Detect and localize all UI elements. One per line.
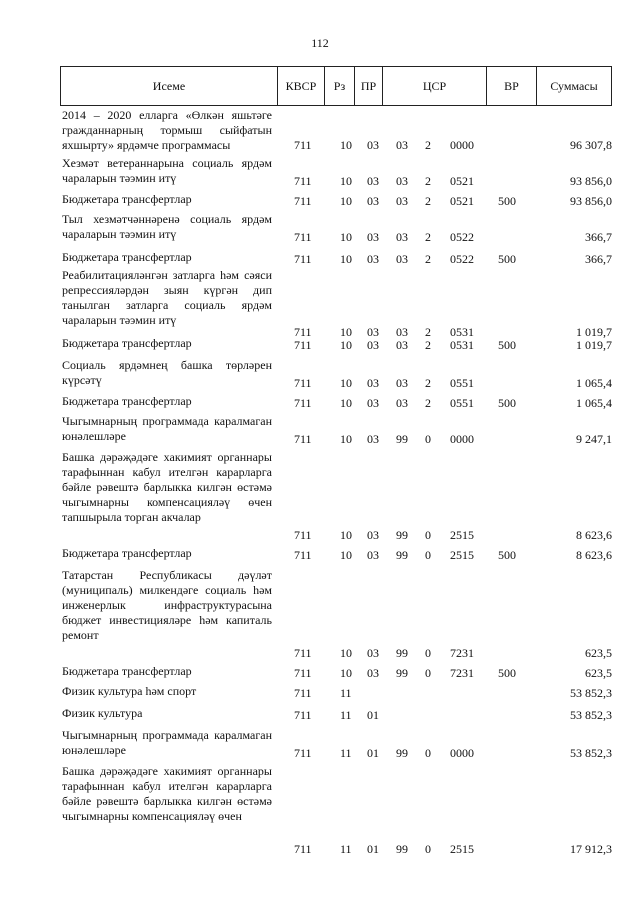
cell-c1: 99 <box>396 528 408 542</box>
cell-kvsr: 711 <box>294 138 312 152</box>
cell-sum: 93 856,0 <box>570 194 612 208</box>
cell-kvsr: 711 <box>294 376 312 390</box>
cell-pr: 03 <box>367 252 379 266</box>
table-row <box>62 546 612 563</box>
cell-sum: 1 019,7 <box>576 325 612 339</box>
cell-kvsr: 711 <box>294 325 312 339</box>
row-name: Физик культура һәм спорт <box>62 684 197 698</box>
cell-kvsr: 711 <box>294 230 312 244</box>
cell-rz: 10 <box>340 646 352 660</box>
cell-vr: 500 <box>498 252 516 266</box>
cell-kvsr: 711 <box>294 338 312 352</box>
cell-kvsr: 711 <box>294 686 312 700</box>
table-row <box>62 212 612 245</box>
cell-kvsr: 711 <box>294 708 312 722</box>
table-row <box>62 336 612 353</box>
cell-kvsr: 711 <box>294 252 312 266</box>
cell-sum: 17 912,3 <box>570 842 612 856</box>
header-vr: ВР <box>487 67 537 105</box>
cell-c3: 7231 <box>450 666 474 680</box>
cell-pr: 03 <box>367 338 379 352</box>
cell-c3: 0000 <box>450 746 474 760</box>
row-name: Чыгымнарның программада каралмаган юнәлешләре <box>62 414 272 443</box>
cell-vr: 500 <box>498 548 516 562</box>
cell-vr: 500 <box>498 396 516 410</box>
cell-rz: 10 <box>340 138 352 152</box>
cell-c2: 2 <box>425 396 431 410</box>
row-name: Чыгымнарның программада каралмаган юнәлешләре <box>62 728 272 757</box>
cell-c3: 0531 <box>450 338 474 352</box>
cell-c3: 0000 <box>450 138 474 152</box>
cell-kvsr: 711 <box>294 666 312 680</box>
row-name: Бюджетара трансфертлар <box>62 336 192 350</box>
cell-pr: 03 <box>367 646 379 660</box>
cell-c1: 03 <box>396 138 408 152</box>
cell-c1: 03 <box>396 230 408 244</box>
row-name: Бюджетара трансфертлар <box>62 394 192 408</box>
cell-c3: 2515 <box>450 842 474 856</box>
cell-c1: 03 <box>396 376 408 390</box>
cell-sum: 1 065,4 <box>576 376 612 390</box>
row-name: Башка дәрәҗәдәге хакимият органнары тарафыннан кабул ителгән карарларга бәйле рәвештә барлыкка килгән өстәмә чыгымнарны компенсацияләү өчен тапшырыла торган акчалар <box>62 450 272 524</box>
cell-c1: 03 <box>396 174 408 188</box>
cell-c1: 99 <box>396 746 408 760</box>
cell-rz: 10 <box>340 376 352 390</box>
cell-sum: 8 623,6 <box>576 528 612 542</box>
cell-sum: 366,7 <box>585 252 612 266</box>
cell-c1: 03 <box>396 325 408 339</box>
cell-kvsr: 711 <box>294 528 312 542</box>
cell-pr: 03 <box>367 376 379 390</box>
cell-vr: 500 <box>498 338 516 352</box>
row-name: Тыл хезмәтчәннәренә социаль ярдәм чараларын тәэмин итү <box>62 212 272 241</box>
cell-c1: 03 <box>396 338 408 352</box>
cell-pr: 03 <box>367 174 379 188</box>
table-row <box>62 394 612 411</box>
cell-vr: 500 <box>498 666 516 680</box>
cell-kvsr: 711 <box>294 746 312 760</box>
cell-rz: 11 <box>340 746 352 760</box>
cell-c2: 0 <box>425 528 431 542</box>
table-row <box>62 706 612 723</box>
cell-c1: 99 <box>396 548 408 562</box>
cell-rz: 11 <box>340 686 352 700</box>
table-row <box>62 108 612 153</box>
cell-rz: 11 <box>340 842 352 856</box>
cell-pr: 03 <box>367 138 379 152</box>
cell-kvsr: 711 <box>294 842 312 856</box>
cell-pr: 03 <box>367 548 379 562</box>
row-name: Реабилитацияләнгән затларга һәм сәяси репрессияләрдән зыян күргән дип танылган затларга социаль ярдәм чараларын тәэмин итү <box>62 268 272 327</box>
cell-rz: 10 <box>340 396 352 410</box>
table-row <box>62 450 612 543</box>
table-row <box>62 764 612 857</box>
cell-c3: 0551 <box>450 376 474 390</box>
cell-c1: 99 <box>396 432 408 446</box>
cell-c2: 2 <box>425 252 431 266</box>
cell-sum: 53 852,3 <box>570 746 612 760</box>
cell-pr: 03 <box>367 396 379 410</box>
table-row <box>62 568 612 661</box>
cell-kvsr: 711 <box>294 174 312 188</box>
row-name: 2014 – 2020 елларга «Өлкән яшьтәге гражданнарның тормыш сыйфатын яхшырту» ярдәмче программасы <box>62 108 272 152</box>
cell-c3: 2515 <box>450 528 474 542</box>
cell-rz: 10 <box>340 230 352 244</box>
cell-kvsr: 711 <box>294 396 312 410</box>
cell-rz: 11 <box>340 708 352 722</box>
cell-c2: 2 <box>425 230 431 244</box>
cell-sum: 623,5 <box>585 646 612 660</box>
table-row <box>62 414 612 447</box>
cell-sum: 366,7 <box>585 230 612 244</box>
row-name: Бюджетара трансфертлар <box>62 250 192 264</box>
cell-c2: 0 <box>425 746 431 760</box>
cell-c2: 0 <box>425 432 431 446</box>
cell-sum: 623,5 <box>585 666 612 680</box>
table-row <box>62 250 612 267</box>
header-pr: ПР <box>355 67 383 105</box>
cell-c1: 99 <box>396 666 408 680</box>
cell-rz: 10 <box>340 432 352 446</box>
cell-pr: 01 <box>367 746 379 760</box>
cell-c1: 99 <box>396 842 408 856</box>
table-row <box>62 268 612 340</box>
cell-sum: 1 019,7 <box>576 338 612 352</box>
cell-c3: 0522 <box>450 230 474 244</box>
header-rz: Рз <box>325 67 355 105</box>
row-name: Бюджетара трансфертлар <box>62 192 192 206</box>
cell-pr: 01 <box>367 842 379 856</box>
cell-c3: 0531 <box>450 325 474 339</box>
cell-rz: 10 <box>340 528 352 542</box>
cell-sum: 9 247,1 <box>576 432 612 446</box>
page-number: 112 <box>311 36 329 50</box>
cell-c3: 0521 <box>450 174 474 188</box>
row-name: Хезмәт ветераннарына социаль ярдәм чараларын тәэмин итү <box>62 156 272 185</box>
cell-c1: 03 <box>396 252 408 266</box>
row-name: Татарстан Республикасы дәүләт (муниципаль) милкендәге социаль һәм инженерлык инфраструктурасына бюджет инвестицияләре һәм капиталь ремонт <box>62 568 272 642</box>
cell-pr: 03 <box>367 432 379 446</box>
cell-sum: 53 852,3 <box>570 686 612 700</box>
cell-c2: 0 <box>425 666 431 680</box>
cell-rz: 10 <box>340 325 352 339</box>
row-name: Физик культура <box>62 706 143 720</box>
cell-c2: 2 <box>425 138 431 152</box>
cell-pr: 03 <box>367 230 379 244</box>
cell-sum: 96 307,8 <box>570 138 612 152</box>
cell-c2: 0 <box>425 842 431 856</box>
header-name: Исеме <box>61 67 278 105</box>
row-name: Социаль ярдәмнең башка төрләрен күрсәтү <box>62 358 272 387</box>
cell-c2: 2 <box>425 325 431 339</box>
cell-c2: 2 <box>425 194 431 208</box>
cell-c2: 2 <box>425 338 431 352</box>
cell-kvsr: 711 <box>294 548 312 562</box>
cell-c3: 7231 <box>450 646 474 660</box>
cell-rz: 10 <box>340 666 352 680</box>
cell-c1: 03 <box>396 396 408 410</box>
cell-sum: 53 852,3 <box>570 708 612 722</box>
row-name: Башка дәрәҗәдәге хакимият органнары тарафыннан кабул ителгән карарларга бәйле рәвештә барлыкка килгән өстәмә чыгымнарны компенсацияләү өчен <box>62 764 272 823</box>
cell-pr: 03 <box>367 325 379 339</box>
cell-c2: 2 <box>425 174 431 188</box>
cell-kvsr: 711 <box>294 432 312 446</box>
cell-sum: 8 623,6 <box>576 548 612 562</box>
cell-sum: 93 856,0 <box>570 174 612 188</box>
cell-c2: 2 <box>425 376 431 390</box>
table-header <box>60 66 612 106</box>
cell-pr: 03 <box>367 666 379 680</box>
header-kvsr: КВСР <box>278 67 325 105</box>
cell-pr: 01 <box>367 708 379 722</box>
cell-c2: 0 <box>425 646 431 660</box>
cell-c2: 0 <box>425 548 431 562</box>
row-name: Бюджетара трансфертлар <box>62 546 192 560</box>
table-row <box>62 192 612 209</box>
table-row <box>62 684 612 701</box>
cell-pr: 03 <box>367 528 379 542</box>
cell-c3: 0522 <box>450 252 474 266</box>
table-row <box>62 358 612 391</box>
cell-c1: 03 <box>396 194 408 208</box>
cell-rz: 10 <box>340 338 352 352</box>
table-row <box>62 664 612 681</box>
cell-pr: 03 <box>367 194 379 208</box>
row-name: Бюджетара трансфертлар <box>62 664 192 678</box>
cell-sum: 1 065,4 <box>576 396 612 410</box>
cell-rz: 10 <box>340 548 352 562</box>
table-row <box>62 156 612 189</box>
cell-rz: 10 <box>340 174 352 188</box>
cell-kvsr: 711 <box>294 646 312 660</box>
cell-kvsr: 711 <box>294 194 312 208</box>
table-row <box>62 728 612 761</box>
header-csr: ЦСР <box>383 67 487 105</box>
header-sum: Суммасы <box>550 79 598 93</box>
cell-vr: 500 <box>498 194 516 208</box>
cell-c3: 0000 <box>450 432 474 446</box>
cell-c1: 99 <box>396 646 408 660</box>
cell-rz: 10 <box>340 252 352 266</box>
cell-c3: 2515 <box>450 548 474 562</box>
cell-rz: 10 <box>340 194 352 208</box>
cell-c3: 0551 <box>450 396 474 410</box>
cell-c3: 0521 <box>450 194 474 208</box>
